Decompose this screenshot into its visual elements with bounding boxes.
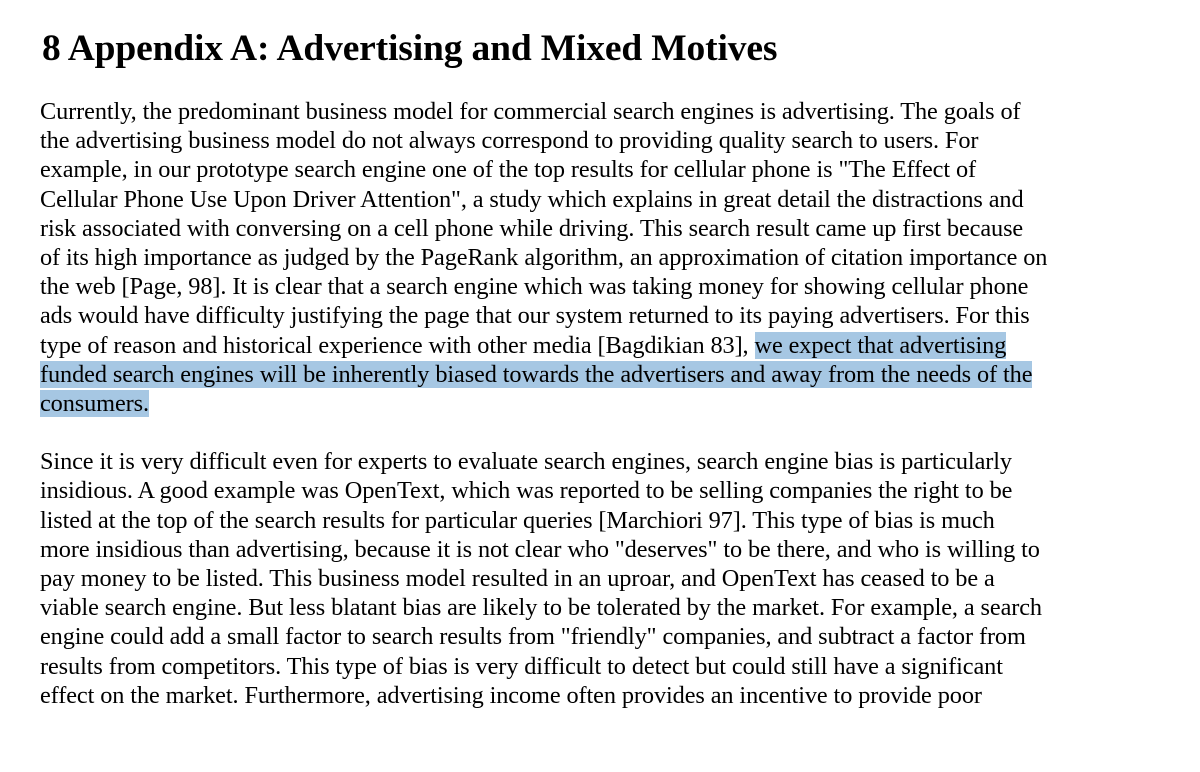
- text-line[interactable]: listed at the top of the search results for particular queries [Marchiori 97]. This type of bias is much: [40, 506, 995, 534]
- selected-text-highlight[interactable]: consumers.: [40, 390, 149, 418]
- text-line[interactable]: Since it is very difficult even for experts to evaluate search engines, search engine bias is particularly: [40, 448, 1012, 476]
- selected-text-highlight[interactable]: we expect that advertising: [754, 331, 1007, 359]
- text-line[interactable]: Currently, the predominant business model for commercial search engines is advertising. The goals of: [40, 98, 1021, 125]
- text-line[interactable]: [40, 360, 1160, 389]
- text-line[interactable]: of its high importance as judged by the PageRank algorithm, an approximation of citation importance on: [40, 244, 1048, 272]
- selected-text-highlight[interactable]: funded search engines will be inherently biased towards the advertisers and away from the needs of the: [40, 360, 1033, 388]
- text-line[interactable]: engine could add a small factor to search results from "friendly" companies, and subtract a factor from: [40, 623, 1026, 651]
- text-line[interactable]: risk associated with conversing on a cell phone while driving. This search result came up first because: [40, 214, 1024, 242]
- text-line[interactable]: [40, 389, 1160, 418]
- text-line[interactable]: the advertising business model do not always correspond to providing quality search to users. For: [40, 127, 979, 155]
- text-line[interactable]: pay money to be listed. This business model resulted in an uproar, and OpenText has ceased to be a: [40, 565, 995, 593]
- text-line[interactable]: effect on the market. Furthermore, advertising income often provides an incentive to provide poor: [40, 681, 982, 709]
- text-line[interactable]: results from competitors. This type of bias is very difficult to detect but could still have a significant: [40, 652, 1003, 680]
- paragraph-advertising[interactable]: [40, 97, 1160, 418]
- text-line[interactable]: [40, 331, 1160, 360]
- text-line[interactable]: the web [Page, 98]. It is clear that a search engine which was taking money for showing cellular phone: [40, 273, 1029, 301]
- text-line[interactable]: viable search engine. But less blatant bias are likely to be tolerated by the market. For example, a search: [40, 594, 1042, 622]
- section-heading: 8 Appendix A: Advertising and Mixed Motives: [42, 28, 778, 69]
- text-line[interactable]: insidious. A good example was OpenText, which was reported to be selling companies the right to be: [40, 477, 1013, 505]
- text-segment[interactable]: type of reason and historical experience with other media [Bagdikian 83],: [40, 331, 755, 359]
- text-line[interactable]: more insidious than advertising, because it is not clear who "deserves" to be there, and who is willing to: [40, 535, 1040, 563]
- paragraph-search-engine-bias[interactable]: [40, 447, 1160, 710]
- text-line[interactable]: example, in our prototype search engine one of the top results for cellular phone is "The Effect of: [40, 156, 977, 184]
- text-line[interactable]: Cellular Phone Use Upon Driver Attention", a study which explains in great detail the distractions and: [40, 185, 1024, 213]
- text-line[interactable]: ads would have difficulty justifying the page that our system returned to its paying advertisers. For this: [40, 302, 1030, 330]
